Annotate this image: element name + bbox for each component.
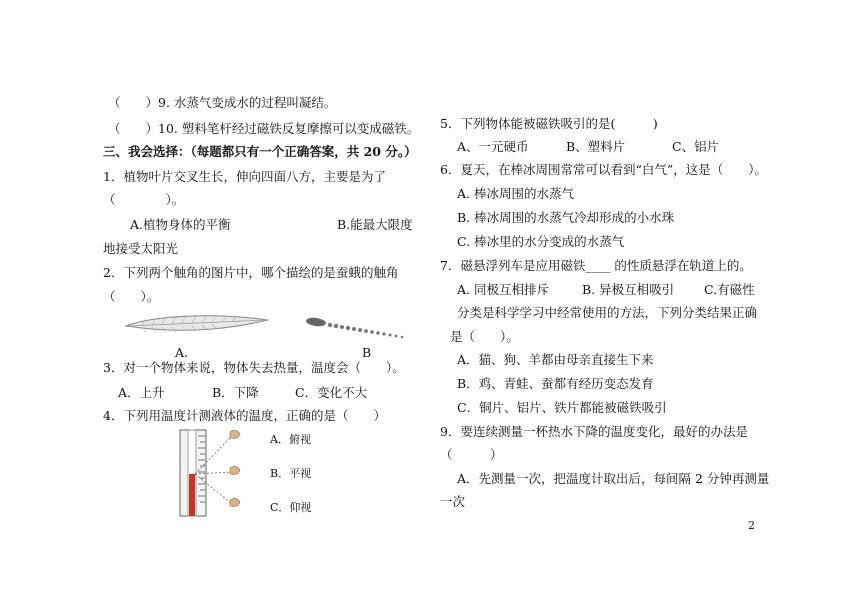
question-4-option-b: B．平视	[270, 467, 312, 480]
question-9-blank: （ ）	[440, 447, 503, 462]
question-5-stem: 5．下列物体能被磁铁吸引的是( )	[440, 116, 658, 131]
question-8-stem: 分类是科学学习中经常使用的方法，下列分类结果正确	[457, 305, 758, 320]
antenna-b-image	[302, 310, 412, 346]
question-8-option-b: B．鸡、青蛙、蚕都有经历变态发育	[457, 376, 654, 391]
question-2-stem: 2．下列两个触角的图片中，哪个描绘的是蚕蛾的触角	[103, 265, 399, 280]
question-6-stem: 6．夏天，在棒冰周围常常可以看到“白气”，这是（ ）。	[440, 162, 767, 177]
question-4-stem: 4．下列用温度计测液体的温度，正确的是（ ）	[103, 408, 386, 423]
question-3-option-b: B．下降	[212, 385, 259, 400]
question-5-option-a: A、一元硬币	[457, 139, 529, 154]
thermometer-figure	[178, 428, 248, 518]
question-1-option-b: B.能最大限度	[337, 217, 413, 232]
question-3-stem: 3．对一个物体来说，物体失去热量，温度会（ ）。	[103, 360, 405, 375]
question-3-option-c: C．变化不大	[295, 385, 368, 400]
antenna-a-image	[122, 306, 272, 344]
question-6-option-b: B. 棒冰周围的水蒸气冷却形成的小水珠	[457, 210, 675, 225]
question-1-option-b-continued: 地接受太阳光	[103, 241, 179, 256]
judge-item-9: （ ）9. 水蒸气变成水的过程叫凝结。	[108, 95, 337, 110]
question-4-option-a: A．俯视	[270, 433, 311, 446]
antenna-a-label: A.	[175, 345, 189, 360]
antenna-b-label: B	[362, 345, 372, 360]
section-heading-choice: 三、我会选择：（每题都只有一个正确答案，共 20 分。）	[103, 144, 417, 159]
question-5-option-c: C、铝片	[672, 139, 720, 154]
question-6-option-a: A. 棒冰周围的水蒸气	[457, 186, 574, 201]
judge-item-10: （ ）10. 塑料笔杆经过磁铁反复摩擦可以变成磁铁。	[108, 121, 420, 136]
question-7-stem: 7．磁悬浮列车是应用磁铁____ 的性质悬浮在轨道上的。	[440, 258, 752, 273]
question-9-stem: 9．要连续测量一杯热水下降的温度变化，最好的办法是	[440, 424, 748, 439]
question-7-option-a: A. 同极互相排斥	[457, 282, 549, 297]
question-3-option-a: A．上升	[118, 385, 165, 400]
question-9-option-a: A．先测量一次，把温度计取出后，每间隔 2 分钟再测量	[457, 471, 770, 486]
question-4-option-c: C．仰视	[270, 501, 312, 514]
question-8-option-c: C．铜片、铝片、铁片都能被磁铁吸引	[457, 400, 667, 415]
question-9-option-a-continued: 一次	[440, 494, 466, 509]
question-7-option-c: C.有磁性	[704, 282, 755, 297]
question-6-option-c: C. 棒冰里的水分变成的水蒸气	[457, 234, 625, 249]
question-8-option-a: A．猫、狗、羊都由母亲直接生下来	[457, 352, 654, 367]
question-1-option-a: A.植物身体的平衡	[130, 217, 231, 232]
question-8-blank: 是（ ）。	[450, 329, 519, 344]
page-number: 2	[748, 519, 755, 532]
question-2-blank: （ ）。	[103, 289, 160, 304]
question-7-option-b: B. 异极互相吸引	[582, 282, 675, 297]
question-1-stem: 1．植物叶片交叉生长，伸向四面八方，主要是为了	[103, 169, 386, 184]
question-1-blank: （ ）。	[103, 192, 185, 207]
question-5-option-b: B、塑料片	[566, 139, 626, 154]
